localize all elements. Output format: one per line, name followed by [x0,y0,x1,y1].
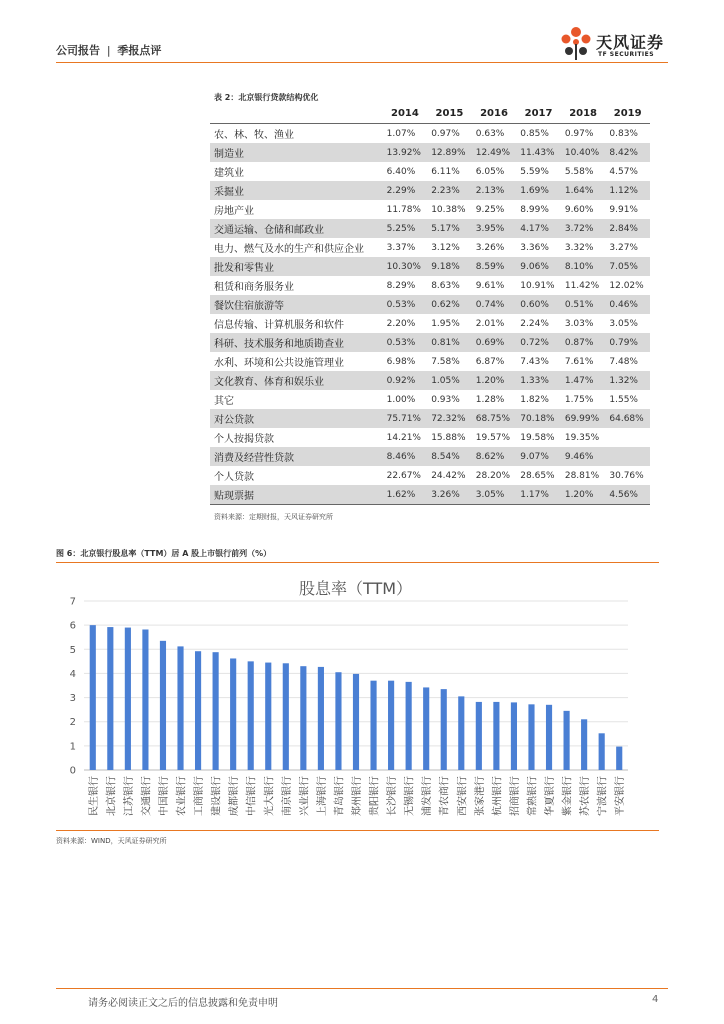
table-cell: 2.29% [383,181,428,200]
table-cell: 2.13% [472,181,517,200]
table-cell: 3.37% [386,242,416,253]
table-cell: 8.59% [472,257,517,276]
table-cell: 10.30% [383,257,428,276]
table-cell: 4.56% [605,485,650,504]
table-cell: 6.11% [431,166,460,177]
bar [335,672,341,770]
table-cell: 75.71% [383,409,428,428]
table-row [210,257,650,276]
table-row [210,352,650,371]
x-tick-label: 建设银行 [211,776,223,816]
bar [493,702,499,770]
bar [476,702,482,770]
row-label: 个人按揭贷款 [214,434,274,445]
y-tick-label: 3 [69,693,76,705]
logo-text-cn: 天风证券 [596,33,665,52]
table-cell: 6.87% [475,356,505,367]
x-tick-label: 光大银行 [264,776,276,816]
x-tick-label: 成都银行 [229,776,241,816]
table-cell: 19.57% [475,432,511,443]
table-cell: 7.58% [431,356,460,367]
table-row [210,276,650,295]
table-cell: 0.72% [516,333,561,352]
bar [581,719,587,770]
table-header-cell: 2016 [472,105,517,124]
bar [283,663,289,770]
y-tick-label: 2 [69,717,76,729]
row-label: 文化教育、体育和娱乐业 [210,371,383,390]
table-header-row [210,105,650,124]
table-cell: 6.98% [386,356,416,367]
x-tick-label: 华夏银行 [545,776,557,816]
table-cell: 0.81% [427,333,472,352]
bar [599,733,605,770]
row-label: 个人贷款 [214,472,254,483]
x-tick-label: 兴业银行 [299,776,311,816]
bar [370,681,376,770]
table-cell: 0.62% [427,295,472,314]
table-cell: 7.48% [609,356,638,367]
table-cell: 9.46% [561,447,606,466]
table-cell: 1.20% [472,371,517,390]
table-cell: 0.53% [383,333,428,352]
table-cell: 8.42% [605,143,650,162]
table-cell: 2.23% [427,181,472,200]
table-row [210,333,650,352]
table-cell: 9.25% [475,204,505,215]
table-cell: 0.74% [472,295,517,314]
table-cell [605,428,650,447]
x-tick-label: 长沙银行 [387,776,399,816]
row-label: 科研、技术服务和地质勘查业 [210,333,383,352]
row-label: 消费及经营性贷款 [210,447,383,466]
table-cell: 0.53% [383,295,428,314]
report-type: 公司报告 [56,44,100,57]
row-label: 批发和零售业 [210,257,383,276]
table-cell: 15.88% [431,432,466,443]
bar [511,702,517,770]
table-cell: 3.05% [609,318,638,329]
table-cell: 3.27% [609,242,638,253]
table-source-note: 资料来源：定期财报，天风证券研究所 [214,513,333,521]
company-logo [558,24,668,64]
table-cell: 8.10% [561,257,606,276]
table-cell: 28.20% [475,470,511,481]
table-row [210,238,650,257]
header-divider [56,62,668,63]
table-cell: 1.07% [386,128,416,139]
row-label: 贴现票据 [210,485,383,504]
table-cell: 1.47% [561,371,606,390]
table-row [210,219,650,238]
table-header-cell: 2014 [383,105,428,124]
table-cell: 4.57% [609,166,638,177]
x-tick-label: 杭州银行 [492,776,504,816]
figure-caption: 图 6：北京银行股息率（TTM）居 A 股上市银行前列（%） [56,549,272,558]
table-cell: 64.68% [605,409,650,428]
table-cell: 12.49% [472,143,517,162]
x-tick-label: 西安银行 [457,776,469,816]
x-tick-label: 南京银行 [281,776,293,816]
row-label: 电力、燃气及水的生产和供应企业 [214,244,364,255]
table-cell: 68.75% [472,409,517,428]
table-cell: 3.36% [520,242,549,253]
row-label: 其它 [214,396,234,407]
table-cell: 2.24% [520,318,549,329]
bar [107,627,113,770]
row-label: 租赁和商务服务业 [214,282,294,293]
row-label: 餐饮住宿旅游等 [210,295,383,314]
page-header [56,33,668,68]
bar [423,687,429,770]
table-header-cell: 2015 [427,105,472,124]
row-label: 房地产业 [214,206,254,217]
table-cell: 0.69% [472,333,517,352]
table-cell: 1.20% [561,485,606,504]
table-cell: 72.32% [427,409,472,428]
header-separator: | [106,44,111,57]
x-tick-label: 青农商行 [439,776,451,816]
figure-top-rule [56,562,659,563]
table-row [210,409,650,428]
table-row [210,314,650,333]
figure-bottom-rule [56,830,659,831]
loan-structure-table [210,105,650,505]
table-cell: 9.18% [427,257,472,276]
bar [195,651,201,770]
table-cell: 7.61% [564,356,594,367]
table-cell: 1.82% [520,394,549,405]
table-row [210,181,650,200]
table-cell: 30.76% [609,470,644,481]
table-cell: 8.46% [383,447,428,466]
table-cell: 3.26% [475,242,505,253]
table-row [210,200,650,219]
table-cell: 4.17% [516,219,561,238]
table-cell: 8.29% [386,280,416,291]
table-cell: 1.28% [475,394,505,405]
table-cell: 1.32% [605,371,650,390]
footer-divider [56,988,668,989]
x-tick-label: 北京银行 [106,776,118,816]
table-cell: 5.25% [383,219,428,238]
bar [160,641,166,770]
table-header-cell: 2019 [605,105,650,124]
x-tick-label: 江苏银行 [123,776,135,816]
bar [441,689,447,770]
y-tick-label: 7 [69,596,76,608]
table-caption: 表 2：北京银行贷款结构优化 [214,93,319,102]
table-cell: 3.32% [564,242,594,253]
x-tick-label: 上海银行 [316,776,328,816]
table-cell: 0.87% [561,333,606,352]
table-cell: 3.05% [472,485,517,504]
table-cell: 1.12% [605,181,650,200]
x-tick-label: 紫金银行 [562,776,574,816]
table-cell: 0.92% [383,371,428,390]
y-tick-label: 0 [69,765,76,777]
table-cell: 9.60% [564,204,594,215]
table-cell: 0.97% [564,128,594,139]
bar [406,682,412,770]
flower-logo-icon [558,24,594,64]
row-label: 水利、环境和公共设施管理业 [214,358,344,369]
bar [177,646,183,770]
table-header-cell [210,105,383,124]
row-label: 对公贷款 [210,409,383,428]
table-cell: 8.62% [472,447,517,466]
table-cell: 3.72% [561,219,606,238]
table-cell: 8.99% [520,204,549,215]
table-cell: 2.84% [605,219,650,238]
x-tick-label: 苏农银行 [580,776,592,816]
x-tick-label: 张家港行 [474,776,486,816]
logo-text-en: TF SECURITIES [598,51,655,58]
table-row [210,390,650,409]
x-tick-label: 交通银行 [141,776,153,816]
y-tick-label: 4 [69,668,76,680]
table-cell: 12.89% [427,143,472,162]
table-cell: 1.75% [564,394,594,405]
x-tick-label: 中国银行 [158,776,170,816]
bar [528,704,534,770]
bar [388,681,394,770]
table-cell: 8.63% [431,280,460,291]
table-cell: 1.95% [431,318,460,329]
table-cell: 1.00% [386,394,416,405]
chart-title: 股息率（TTM） [298,579,413,598]
table-cell: 70.18% [516,409,561,428]
table-cell: 3.12% [431,242,460,253]
table-cell: 2.01% [475,318,505,329]
x-tick-label: 郑州银行 [352,776,363,816]
footer-disclaimer: 请务必阅读正文之后的信息披露和免责申明 [88,998,278,1009]
table-cell: 10.91% [520,280,555,291]
table-header-cell: 2018 [561,105,606,124]
x-tick-label: 农业银行 [176,776,188,816]
table-cell: 9.07% [516,447,561,466]
table-row [210,143,650,162]
table-cell: 5.17% [427,219,472,238]
table-cell: 1.55% [609,394,638,405]
table-cell: 9.06% [516,257,561,276]
table-cell: 1.17% [516,485,561,504]
table-cell: 5.59% [520,166,549,177]
table-cell: 0.83% [609,128,638,139]
table-cell: 28.65% [520,470,555,481]
x-tick-label: 常熟银行 [527,776,539,816]
bar [265,663,271,770]
table-cell: 9.61% [475,280,505,291]
table-cell: 11.43% [516,143,561,162]
row-label: 农、林、牧、渔业 [214,130,294,141]
table-row [210,124,650,144]
bar [125,628,131,770]
table-cell: 12.02% [609,280,644,291]
table-row [210,371,650,390]
bar [248,661,254,770]
table-cell: 10.40% [561,143,606,162]
table-cell: 10.38% [431,204,466,215]
page-number: 4 [652,994,659,1005]
table-cell: 0.63% [475,128,505,139]
table-cell: 1.33% [516,371,561,390]
row-label: 制造业 [210,143,383,162]
dividend-yield-chart [56,566,659,828]
table-cell: 0.60% [516,295,561,314]
table-cell: 9.91% [609,204,638,215]
bar [142,629,148,770]
table-cell: 1.05% [427,371,472,390]
row-label: 信息传输、计算机服务和软件 [214,320,344,331]
table-cell: 1.64% [561,181,606,200]
table-row [210,485,650,504]
bar [546,705,552,770]
table-cell: 6.40% [386,166,416,177]
x-tick-label: 中信银行 [246,776,258,816]
y-tick-label: 1 [69,741,76,753]
table-cell: 0.85% [520,128,549,139]
bar [564,711,570,770]
table-cell: 11.78% [386,204,421,215]
figure-source-note: 资料来源：WIND，天风证券研究所 [56,837,167,845]
bar [353,674,359,770]
table-cell: 3.95% [472,219,517,238]
bar [90,625,96,770]
table-body [210,124,650,505]
table-row [210,162,650,181]
table-cell: 7.43% [520,356,549,367]
table-cell: 1.62% [383,485,428,504]
table-cell: 14.21% [386,432,421,443]
x-tick-label: 浦发银行 [422,776,434,816]
table-cell: 8.54% [427,447,472,466]
table-cell: 0.79% [605,333,650,352]
table-row [210,466,650,485]
table-cell: 22.67% [386,470,421,481]
table-cell: 2.20% [386,318,416,329]
table-cell: 69.99% [561,409,606,428]
table-cell: 0.93% [431,394,460,405]
x-tick-label: 贵阳银行 [369,776,381,816]
table-cell: 28.81% [564,470,600,481]
table-cell: 11.42% [564,280,600,291]
table-row [210,428,650,447]
table-cell: 13.92% [383,143,428,162]
report-type-label [56,42,161,58]
x-tick-label: 无锡银行 [404,776,416,816]
table-cell [605,447,650,466]
table-cell: 24.42% [431,470,466,481]
row-label: 建筑业 [214,168,244,179]
table-cell: 5.58% [564,166,594,177]
y-tick-label: 6 [69,620,76,632]
table-cell: 19.35% [564,432,600,443]
table-cell: 19.58% [520,432,555,443]
bar [458,696,464,770]
bar [616,747,622,770]
table-cell: 0.97% [431,128,460,139]
table-header-cell: 2017 [516,105,561,124]
table-row [210,295,650,314]
x-tick-label: 民生银行 [88,776,100,816]
table-cell: 7.05% [605,257,650,276]
row-label: 交通运输、仓储和邮政业 [210,219,383,238]
table-cell: 1.69% [516,181,561,200]
table-row [210,447,650,466]
table-cell: 3.26% [427,485,472,504]
x-tick-label: 宁波银行 [597,776,609,816]
row-label: 采掘业 [210,181,383,200]
table-cell: 0.46% [605,295,650,314]
table-bottom-rule [210,504,650,505]
report-subtype: 季报点评 [117,44,162,57]
bar [300,666,306,770]
x-tick-label: 平安银行 [615,776,627,816]
y-tick-label: 5 [69,644,76,656]
bar [213,652,219,770]
table-cell: 3.03% [564,318,594,329]
bar [318,667,324,770]
table-cell: 0.51% [561,295,606,314]
x-tick-label: 工商银行 [194,776,206,816]
table-cell: 6.05% [475,166,505,177]
x-tick-label: 招商银行 [509,776,521,816]
x-tick-label: 青岛银行 [334,776,346,816]
bar [230,658,236,770]
